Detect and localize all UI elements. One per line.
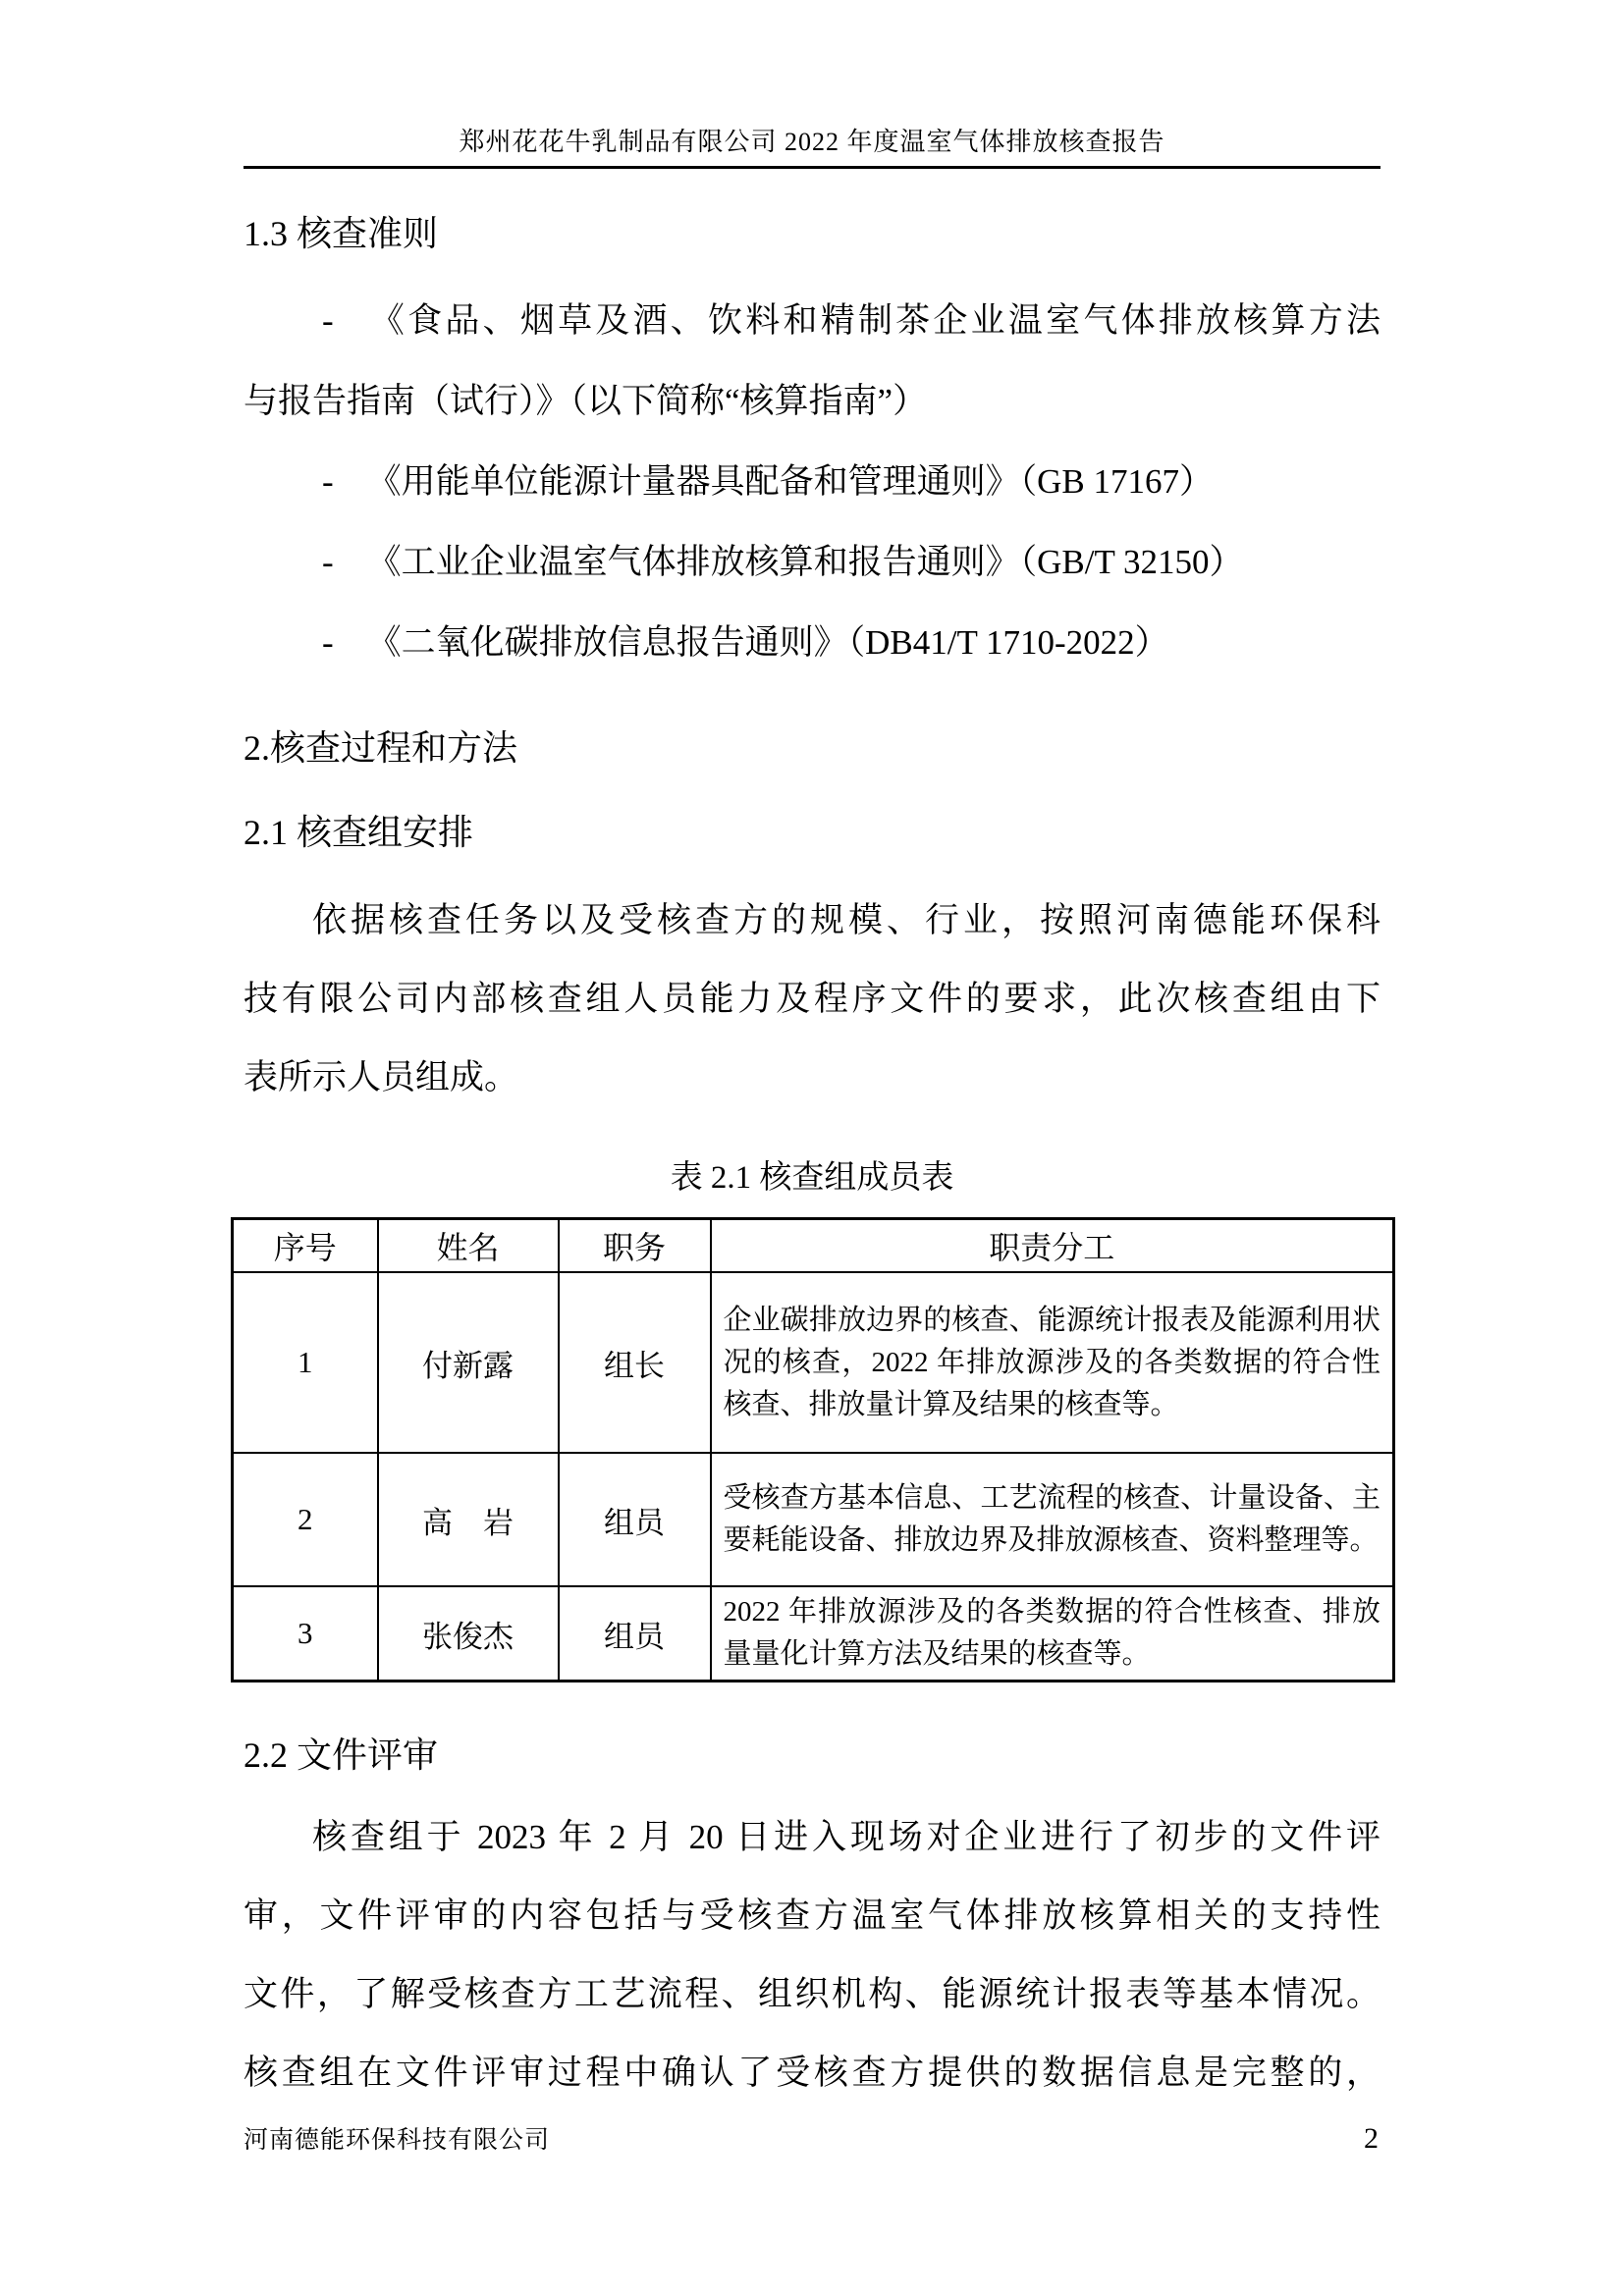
table-row bbox=[233, 1586, 1394, 1682]
column-header-role: 职务 bbox=[559, 1219, 711, 1273]
verification-team-table bbox=[231, 1217, 1395, 1682]
bullet-dash: - bbox=[322, 623, 334, 662]
cell-role: 组员 bbox=[559, 1586, 711, 1682]
cell-no: 3 bbox=[233, 1586, 378, 1682]
column-header-duty: 职责分工 bbox=[711, 1219, 1394, 1273]
list-item-gb17167 bbox=[244, 442, 1380, 522]
paragraph-document-review bbox=[244, 1798, 1380, 2112]
criteria-bullet-list bbox=[244, 281, 1380, 683]
cell-no: 1 bbox=[233, 1272, 378, 1453]
cell-name: 付新露 bbox=[378, 1272, 559, 1453]
cell-role: 组员 bbox=[559, 1453, 711, 1586]
table-row bbox=[233, 1272, 1394, 1453]
cell-duty: 受核查方基本信息、工艺流程的核查、计量设备、主要耗能设备、排放边界及排放源核查、资料整理等。 bbox=[711, 1453, 1394, 1586]
paragraph-line: 核查组在文件评审过程中确认了受核查方提供的数据信息是完整的， bbox=[244, 2054, 1380, 2092]
page-header-title: 郑州花花牛乳制品有限公司 2022 年度温室气体排放核查报告 bbox=[459, 128, 1165, 156]
paragraph-line: 依据核查任务以及受核查方的规模、行业，按照河南德能环保科 bbox=[312, 901, 1380, 939]
cell-name: 张俊杰 bbox=[378, 1586, 559, 1682]
list-item-text: 《工业企业温室气体排放核算和报告通则》（GB/T 32150） bbox=[366, 543, 1244, 581]
bullet-dash: - bbox=[322, 543, 334, 581]
list-item-gbt32150 bbox=[244, 522, 1380, 603]
list-item-accounting-guide-line1 bbox=[244, 281, 1380, 361]
paragraph-line: 文件，了解受核查方工艺流程、组织机构、能源统计报表等基本情况。 bbox=[244, 1975, 1380, 2013]
paragraph-line: 核查组于 2023 年 2 月 20 日进入现场对企业进行了初步的文件评 bbox=[312, 1818, 1380, 1856]
list-item-text: 《二氧化碳排放信息报告通则》（DB41/T 1710-2022） bbox=[366, 623, 1169, 662]
table-row bbox=[233, 1453, 1394, 1586]
list-item-accounting-guide-line2: 与报告指南（试行）》（以下简称“核算指南”） bbox=[244, 382, 928, 420]
footer-company-name: 河南德能环保科技有限公司 bbox=[244, 2127, 551, 2154]
page-footer bbox=[244, 2120, 1379, 2156]
cell-duty: 企业碳排放边界的核查、能源统计报表及能源利用状况的核查，2022 年排放源涉及的各类数据的符合性核查、排放量计算及结果的核查等。 bbox=[711, 1272, 1394, 1453]
list-item-db41t1710 bbox=[244, 603, 1380, 683]
page-header bbox=[244, 0, 1380, 169]
cell-duty: 2022 年排放源涉及的各类数据的符合性核查、排放量量化计算方法及结果的核查等。 bbox=[711, 1586, 1394, 1682]
bullet-dash: - bbox=[322, 462, 334, 501]
table-header-row bbox=[233, 1219, 1394, 1273]
section-heading-2: 2.核查过程和方法 bbox=[244, 728, 518, 768]
column-header-no: 序号 bbox=[233, 1219, 378, 1273]
page-content-column bbox=[244, 0, 1380, 2112]
table-caption: 表 2.1 核查组成员表 bbox=[670, 1160, 954, 1196]
paragraph-team-arrangement bbox=[244, 881, 1380, 1117]
bullet-dash: - bbox=[322, 301, 334, 340]
paragraph-line: 技有限公司内部核查组人员能力及程序文件的要求，此次核查组由下 bbox=[244, 980, 1380, 1018]
column-header-name: 姓名 bbox=[378, 1219, 559, 1273]
footer-page-number: 2 bbox=[1364, 2122, 1379, 2155]
section-heading-1-3: 1.3 核查准则 bbox=[244, 214, 439, 253]
paragraph-line: 审，文件评审的内容包括与受核查方温室气体排放核算相关的支持性 bbox=[244, 1896, 1380, 1935]
paragraph-line: 表所示人员组成。 bbox=[244, 1058, 519, 1096]
list-item-text: 《用能单位能源计量器具配备和管理通则》（GB 17167） bbox=[366, 462, 1215, 501]
cell-role: 组长 bbox=[559, 1272, 711, 1453]
cell-no: 2 bbox=[233, 1453, 378, 1586]
section-heading-2-2: 2.2 文件评审 bbox=[244, 1735, 439, 1775]
section-heading-2-1: 2.1 核查组安排 bbox=[244, 813, 474, 852]
list-item-text: 《食品、烟草及酒、饮料和精制茶企业温室气体排放核算方法 bbox=[366, 301, 1380, 340]
cell-name: 高 岩 bbox=[378, 1453, 559, 1586]
